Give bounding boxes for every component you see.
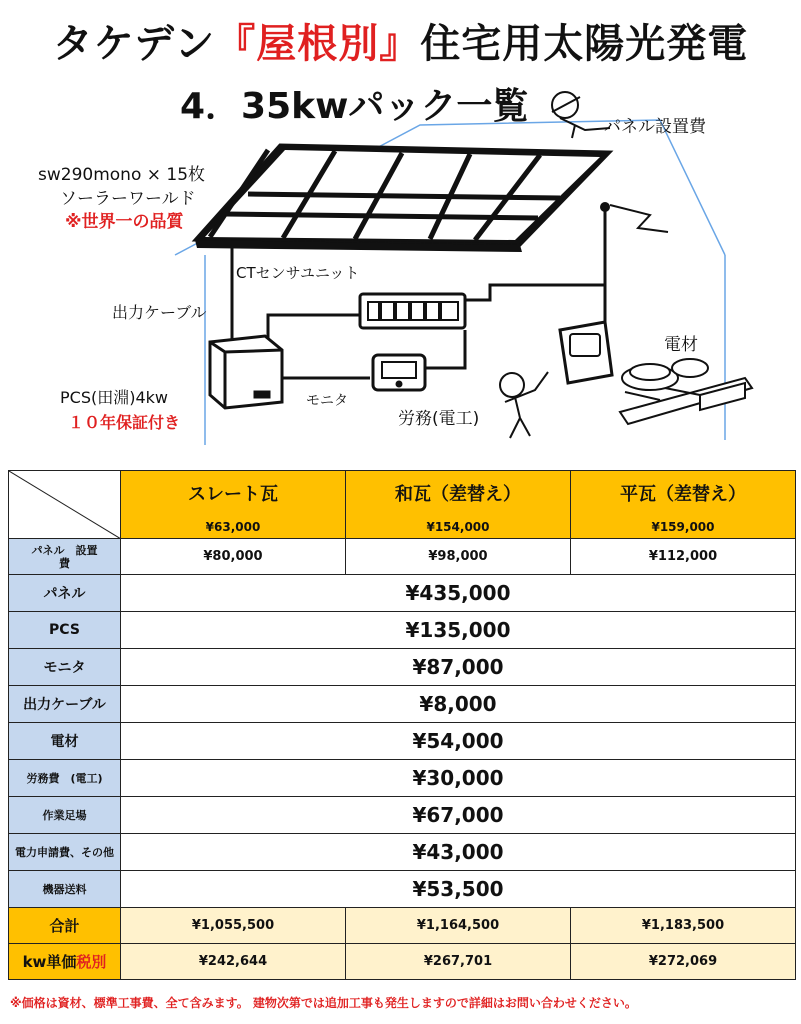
row-label: 機器送料 [9, 871, 121, 908]
title-highlight: 『屋根別』 [215, 21, 421, 67]
cell-value: ¥67,000 [121, 797, 796, 834]
monitor-icon [373, 355, 425, 390]
label-quality: ※世界一の品質 [65, 212, 184, 232]
electrician-worker-icon [500, 372, 548, 438]
roof-worker-icon [552, 92, 610, 138]
footnote: ※価格は資材、標準工事費、全て含みます。 建物次第では追加工事も発生しますので詳細はお問い合わせください。 [10, 996, 637, 1010]
label-warranty: １０年保証付き [68, 413, 181, 432]
label-maker: ソーラーワールド [60, 189, 196, 209]
row-label: 電力申請費、その他 [9, 834, 121, 871]
column-header-hiragawara [571, 471, 796, 539]
table-row-install [9, 539, 796, 575]
antenna-icon [601, 203, 668, 232]
table-header-row [9, 471, 796, 539]
row-label: 電材 [9, 723, 121, 760]
cell-value: ¥30,000 [121, 760, 796, 797]
cell-per-kw: ¥272,069 [571, 944, 796, 980]
table-row-per-kw [9, 944, 796, 980]
price-table [8, 470, 796, 980]
column-sub-price: ¥159,000 [651, 519, 715, 534]
cell-per-kw: ¥242,644 [121, 944, 346, 980]
table-corner-cell [9, 471, 121, 539]
table-row [9, 834, 796, 871]
cell-value: ¥87,000 [121, 649, 796, 686]
cell-value: ¥435,000 [121, 575, 796, 612]
row-label: 作業足場 [9, 797, 121, 834]
row-label: パネル 設置 費 [9, 539, 121, 575]
label-monitor: モニタ [306, 393, 348, 409]
row-label: パネル [9, 575, 121, 612]
row-label: モニタ [9, 649, 121, 686]
table-row [9, 575, 796, 612]
column-name: スレート瓦 [188, 483, 278, 505]
label-ct-unit: CTセンサユニット [236, 264, 360, 282]
cell-total: ¥1,183,500 [571, 908, 796, 944]
cell-value: ¥98,000 [346, 539, 571, 575]
column-sub-price: ¥63,000 [205, 519, 261, 534]
cell-value: ¥8,000 [121, 686, 796, 723]
cell-value: ¥43,000 [121, 834, 796, 871]
label-panel-model: sw290mono × 15枚 [38, 165, 206, 185]
table-row [9, 871, 796, 908]
pcs-inverter-icon [210, 336, 282, 408]
table-row [9, 723, 796, 760]
label-materials: 電材 [664, 335, 698, 355]
column-name: 和瓦（差替え） [395, 483, 521, 505]
cell-value: ¥135,000 [121, 612, 796, 649]
row-label: 出力ケーブル [9, 686, 121, 723]
cell-total: ¥1,055,500 [121, 908, 346, 944]
power-meter-icon [560, 322, 612, 383]
electrical-materials-icon [620, 359, 752, 424]
cell-value: ¥80,000 [121, 539, 346, 575]
label-pcs: PCS(田淵)4kw [60, 388, 168, 407]
table-row [9, 686, 796, 723]
cell-total: ¥1,164,500 [346, 908, 571, 944]
cell-value: ¥112,000 [571, 539, 796, 575]
ct-sensor-unit-icon [360, 294, 465, 328]
column-sub-price: ¥154,000 [426, 519, 490, 534]
title-company: タケデン [52, 21, 216, 67]
row-label: 労務費 (電工) [9, 760, 121, 797]
table-row [9, 612, 796, 649]
title-product: 住宅用太陽光発電 [420, 21, 749, 67]
table-row-total [9, 908, 796, 944]
cell-value: ¥53,500 [121, 871, 796, 908]
label-output-cable: 出力ケーブル [112, 303, 207, 322]
row-label-total: 合計 [9, 908, 121, 944]
table-row [9, 649, 796, 686]
page-subtitle: 4．35kwパック一覧 [180, 86, 529, 127]
column-header-slate [121, 471, 346, 539]
table-row [9, 760, 796, 797]
cell-value: ¥54,000 [121, 723, 796, 760]
column-name: 平瓦（差替え） [620, 483, 746, 505]
solar-panel-array-icon [195, 145, 610, 252]
label-panel-install: パネル設置費 [604, 117, 706, 137]
cell-per-kw: ¥267,701 [346, 944, 571, 980]
table-row [9, 797, 796, 834]
row-label: PCS [9, 612, 121, 649]
column-header-wagawara [346, 471, 571, 539]
label-labor: 労務(電工) [398, 409, 480, 429]
row-label-per-kw: kw単価税別 [9, 944, 121, 980]
